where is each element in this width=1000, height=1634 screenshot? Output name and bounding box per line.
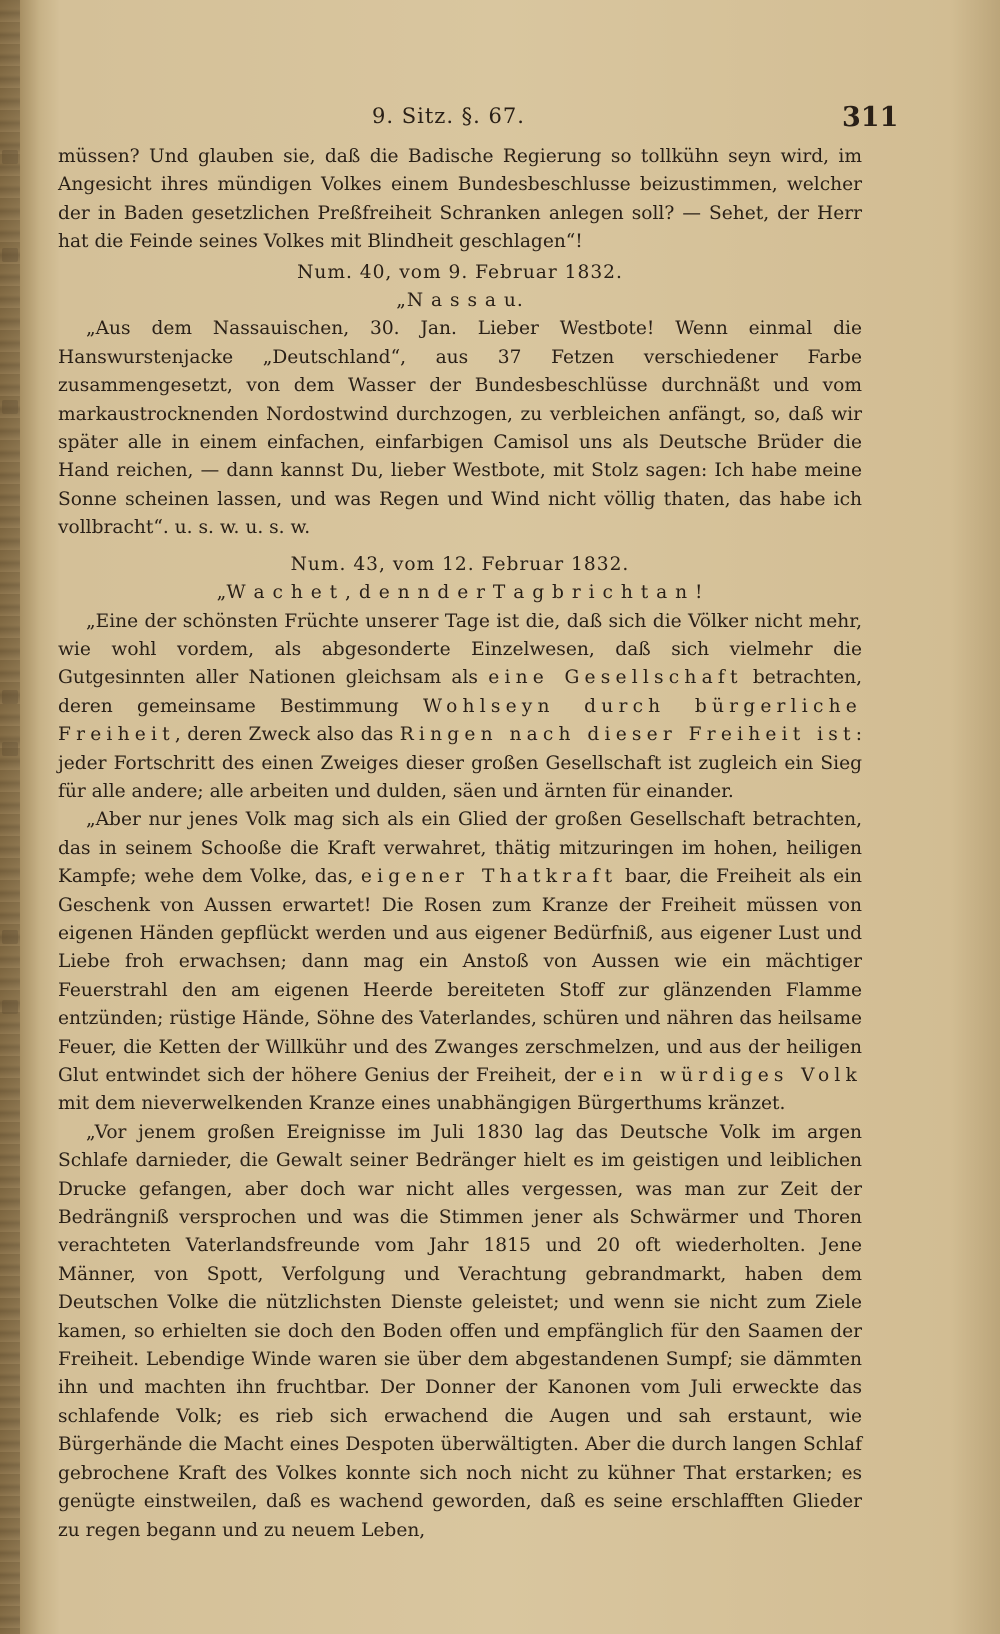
- page-header: [0, 104, 1000, 144]
- gutter-fragment: [2, 930, 18, 944]
- text-run: : jeder Fortschritt des einen Zweiges dieser großen Gesellschaft ist zugleich ein Sieg für alle andere; alle arbeiten und dulden, säen und ärnten für einander.: [58, 724, 862, 802]
- text-run: „Aber nur jenes Volk mag sich als ein Glied der großen Gesellschaft betrachten, das in seinem Schooße die Kraft verwahret, thätig mitzuringen im hohen, heiligen Kampfe; wehe dem Volke, das,: [58, 809, 862, 888]
- emphasis-run: eine Gesellschaft: [488, 667, 743, 689]
- issue-heading-num-43: Num. 43, vom 12. Februar 1832.: [290, 553, 630, 575]
- page-body: [58, 143, 862, 1545]
- gutter-fragment: [2, 690, 18, 704]
- issue-heading-num-40: Num. 40, vom 9. Februar 1832.: [297, 261, 623, 283]
- paragraph-volk: [58, 806, 862, 1118]
- emphasis-run: Wohlseyn durch bürgerliche Freiheit: [58, 695, 862, 746]
- gutter-fragment: [2, 150, 18, 164]
- binding-gutter: [0, 0, 20, 1634]
- text-run: „Eine der schönsten Früchte unserer Tage ist die, daß sich die Völker nicht mehr, wie wohl vordem, als abgesonderte Einzelwesen, daß sich vielmehr die Gutgesinnten aller Nationen gleichsam als: [58, 610, 862, 689]
- emphasis-run: eigener Thatkraft: [360, 866, 618, 888]
- section-heading-wachet: „W a c h e t , d e n n d e r T a g b r i c h t a n !: [216, 582, 704, 604]
- text-run: , deren Zweck also das: [174, 724, 400, 746]
- paragraph-continuation: müssen? Und glauben sie, daß die Badische Regierung so tollkühn seyn wird, im Angesicht ihres mündigen Volkes einem Bundesbeschlusse beizustimmen, welcher der in Baden gesetzlichen Preßfreiheit Schranken anlegen soll? — Sehet, der Herr hat die Feinde seines Volkes mit Blindheit geschlagen“!: [58, 146, 862, 253]
- paragraph-fruechte: [58, 608, 862, 807]
- gutter-fragment: [2, 742, 18, 756]
- gutter-fragment: [2, 1000, 18, 1014]
- text-run: baar, die Freiheit als ein Geschenk von Aussen erwartet! Die Rosen zum Kranze der Freiheit müssen von eigenen Händen gepflückt werden und aus eigener Bedürfniß, aus eigener Lust und Liebe froh erwachsen; dann mag ein Anstoß von Aussen wie ein mächtiger Feuerstrahl den am eigenen Heerde bereiteten Stoff zur glänzenden Flamme entzünden; rüstige Hände, Söhne des Vaterlandes, schüren und nähren das heilsame Feuer, die Ketten der Willkühr und des Zwanges zerschmelzen, und aus der heiligen Glut entwindet sich der höhere Genius der Freiheit, der: [58, 866, 862, 1086]
- paragraph-nassau: „Aus dem Nassauischen, 30. Jan. Lieber Westbote! Wenn einmal die Hanswurstenjacke „Deutschland“, aus 37 Fetzen verschiedener Farbe zusammengesetzt, von dem Wasser der Bundesbeschlüsse durchnäßt und vom markaustrocknenden Nordostwind durchzogen, zu verbleichen anfängt, so, daß wir später alle in einem einfachen, einfarbigen Camisol uns als Deutsche Brüder die Hand reichen, — dann kannst Du, lieber Westbote, mit Stolz sagen: Ich habe meine Sonne scheinen lassen, und was Regen und Wind nicht völlig thaten, das habe ich vollbracht“. u. s. w. u. s. w.: [58, 318, 862, 539]
- text-run: betrachten, deren gemeinsame Bestimmung: [58, 667, 863, 717]
- paragraph-juli-1830: „Vor jenem großen Ereignisse im Juli 1830 lag das Deutsche Volk im argen Schlafe darnieder, die Gewalt seiner Bedränger hielt es im geistigen und leiblichen Drucke gefangen, aber doch war nicht alles vergessen, was man zur Zeit der Bedrängniß versprochen und was die Stimmen jener als Schwärmer und Thoren verachteten Vaterlandsfreunde vom Jahr 1815 und 20 oft wiederholten. Jene Männer, von Spott, Verfolgung und Verachtung gebrandmarkt, haben dem Deutschen Volke die nützlichsten Dienste geleistet; und wenn sie nicht zum Ziele kamen, so erhielten sie doch den Boden offen und empfänglich für den Saamen der Freiheit. Lebendige Winde waren sie über dem abgestandenen Sumpf; sie dämmten ihn und machten ihn fruchtbar. Der Donner der Kanonen vom Juli erweckte das schlafende Volk; es rieb sich erwachend die Augen und sah erstaunt, wie Bürgerhände die Macht eines Despoten überwältigten. Aber die durch langen Schlaf gebrochene Kraft des Volkes konnte sich noch nicht zu kühner That erstarken; es genügte einstweilen, daß es wachend geworden, daß es seine erschlafften Glieder zu regen begann und zu neuem Leben,: [58, 1121, 862, 1541]
- text-run: mit dem nieverwelkenden Kranze eines unabhängigen Bürgerthums kränzet.: [58, 1093, 786, 1115]
- emphasis-run: ein würdiges Volk: [603, 1065, 862, 1086]
- gutter-fragment: [2, 248, 18, 262]
- gutter-fragment: [2, 400, 18, 414]
- section-heading-nassau: „N a s s a u.: [396, 290, 524, 312]
- running-title: 9. Sitz. §. 67.: [372, 104, 525, 128]
- emphasis-run: Ringen nach dieser Freiheit ist: [399, 724, 856, 746]
- page-number: 311: [842, 102, 899, 133]
